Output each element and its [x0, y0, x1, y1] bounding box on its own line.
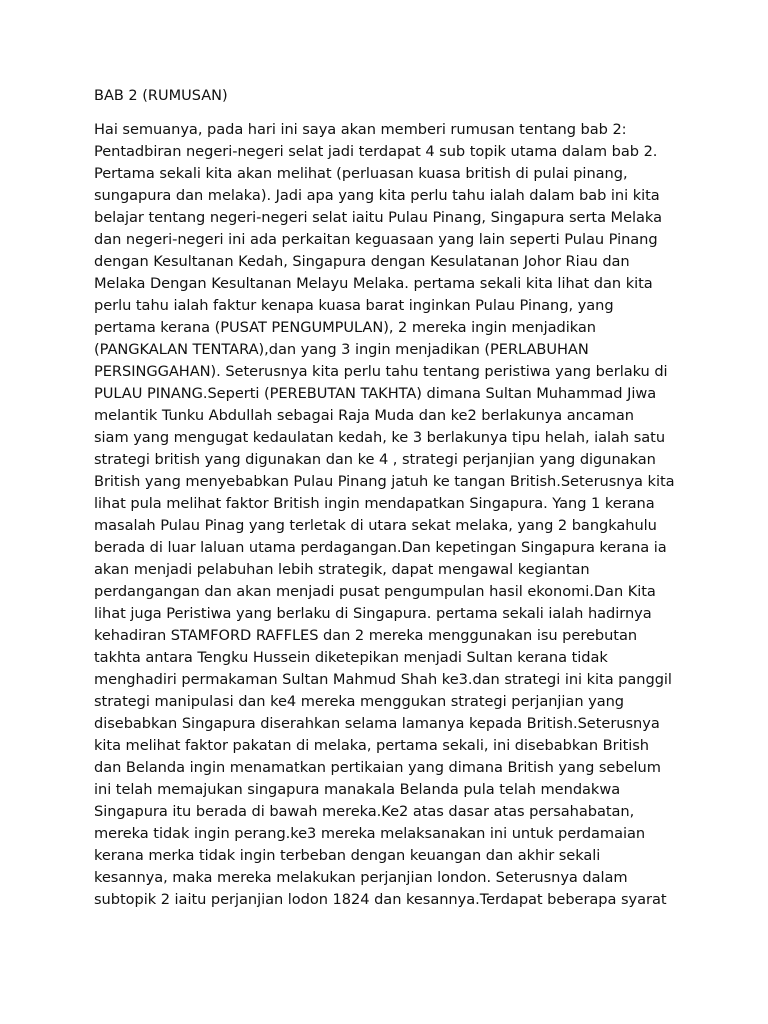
body-line: pertama kerana (PUSAT PENGUMPULAN), 2 mereka ingin menjadikan [94, 319, 597, 336]
body-line: kesannya, maka mereka melakukan perjanjian london. Seterusnya dalam [94, 869, 628, 886]
body-line: lihat pula melihat faktor British ingin mendapatkan Singapura. Yang 1 kerana [94, 495, 655, 512]
body-line: sungapura dan melaka). Jadi apa yang kita perlu tahu ialah dalam bab ini kita [94, 187, 660, 204]
body-line: kehadiran STAMFORD RAFFLES dan 2 mereka menggunakan isu perebutan [94, 627, 638, 644]
body-line: subtopik 2 iaitu perjanjian lodon 1824 dan kesannya.Terdapat beberapa syarat [94, 891, 667, 908]
body-line: dengan Kesultanan Kedah, Singapura dengan Kesulatanan Johor Riau dan [94, 253, 630, 270]
body-line: perlu tahu ialah faktur kenapa kuasa barat inginkan Pulau Pinang, yang [94, 297, 614, 314]
body-line: (PANGKALAN TENTARA),dan yang 3 ingin menjadikan (PERLABUHAN [94, 341, 589, 358]
body-line: perdangangan dan akan menjadi pusat pengumpulan hasil ekonomi.Dan Kita [94, 583, 656, 600]
body-line: Melaka Dengan Kesultanan Melayu Melaka. pertama sekali kita lihat dan kita [94, 275, 653, 292]
body-line: kita melihat faktor pakatan di melaka, pertama sekali, ini disebabkan British [94, 737, 650, 754]
body-line: strategi manipulasi dan ke4 mereka menggukan strategi perjanjian yang [94, 693, 624, 710]
body-line: lihat juga Peristiwa yang berlaku di Singapura. pertama sekali ialah hadirnya [94, 605, 652, 622]
body-line: melantik Tunku Abdullah sebagai Raja Muda dan ke2 berlakunya ancaman [94, 407, 634, 424]
body-line: dan negeri-negeri ini ada perkaitan keguasaan yang lain seperti Pulau Pinang [94, 231, 658, 248]
body-line: dan Belanda ingin menamatkan pertikaian yang dimana British yang sebelum [94, 759, 661, 776]
body-line: belajar tentang negeri-negeri selat iaitu Pulau Pinang, Singapura serta Melaka [94, 209, 662, 226]
body-line: menghadiri permakaman Sultan Mahmud Shah ke3.dan strategi ini kita panggil [94, 671, 672, 688]
document-body [94, 119, 678, 911]
body-line: siam yang mengugat kedaulatan kedah, ke 3 berlakunya tipu helah, ialah satu [94, 429, 666, 446]
document-title: BAB 2 (RUMUSAN) [94, 88, 228, 104]
body-line: kerana merka tidak ingin terbeban dengan keuangan dan akhir sekali [94, 847, 601, 864]
body-line: disebabkan Singapura diserahkan selama lamanya kepada British.Seterusnya [94, 715, 660, 732]
body-line: PERSINGGAHAN). Seterusnya kita perlu tahu tentang peristiwa yang berlaku di [94, 363, 668, 380]
body-line: Singapura itu berada di bawah mereka.Ke2 atas dasar atas persahabatan, [94, 803, 635, 820]
body-line: Pentadbiran negeri-negeri selat jadi terdapat 4 sub topik utama dalam bab 2. [94, 143, 658, 160]
body-line: berada di luar laluan utama perdagangan.Dan kepetingan Singapura kerana ia [94, 539, 667, 556]
body-line: mereka tidak ingin perang.ke3 mereka melaksanakan ini untuk perdamaian [94, 825, 646, 842]
body-line: Hai semuanya, pada hari ini saya akan memberi rumusan tentang bab 2: [94, 121, 627, 138]
body-line: PULAU PINANG.Seperti (PEREBUTAN TAKHTA) dimana Sultan Muhammad Jiwa [94, 385, 657, 402]
body-line: akan menjadi pelabuhan lebih strategik, dapat mengawal kegiantan [94, 561, 590, 578]
body-line: masalah Pulau Pinag yang terletak di utara sekat melaka, yang 2 bangkahulu [94, 517, 657, 534]
body-line: takhta antara Tengku Hussein diketepikan menjadi Sultan kerana tidak [94, 649, 608, 666]
body-line: British yang menyebabkan Pulau Pinang jatuh ke tangan British.Seterusnya kita [94, 473, 675, 490]
body-line: strategi british yang digunakan dan ke 4 , strategi perjanjian yang digunakan [94, 451, 656, 468]
body-line: Pertama sekali kita akan melihat (perluasan kuasa british di pulai pinang, [94, 165, 628, 182]
body-line: ini telah memajukan singapura manakala Belanda pula telah mendakwa [94, 781, 621, 798]
